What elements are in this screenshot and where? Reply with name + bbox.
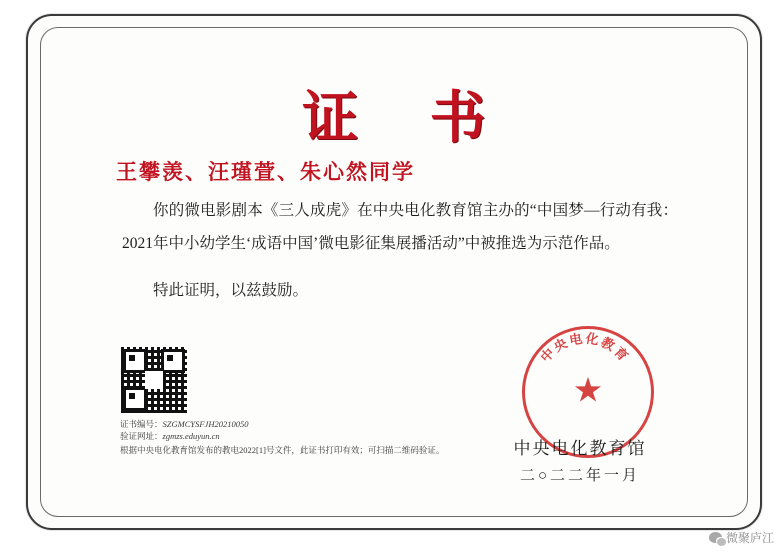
certificate-body: [122, 194, 678, 307]
certificate-number-label: 证书编号：: [120, 419, 163, 429]
qr-finder-top-right: [161, 349, 185, 373]
certificate-metadata: [120, 418, 370, 442]
body-paragraph-1: 你的微电影剧本《三人成虎》在中央电化教育馆主办的“中国梦—行动有我：2021年中小幼学生‘成语中国’微电影征集展播活动”中被推选为示范作品。: [122, 202, 678, 252]
certificate-validity-note: 根据中央电化教育馆发布的教电2022[1]号文件，此证书打印有效；可扫描二维码验证。: [120, 445, 445, 455]
seal-star-icon: ★: [572, 372, 604, 410]
qr-quiet-zone: [147, 373, 161, 387]
qr-finder-top-left: [123, 349, 147, 373]
seal-arc-label: 中央电化教育: [538, 331, 632, 366]
issuer-name: 中央电化教育馆: [513, 439, 647, 459]
verify-url-value[interactable]: zgmzs.eduyun.cn: [162, 431, 220, 441]
certificate-sheet: [26, 14, 762, 530]
verify-url-label: 验证网址：: [120, 431, 163, 441]
certificate-number-row: [120, 418, 370, 430]
watermark-label: 微聚庐江: [725, 531, 774, 545]
qr-finder-bottom-left: [123, 387, 147, 411]
certificate-number-value: SZGMCYSFJH20210050: [162, 419, 249, 429]
body-paragraph-2: 特此证明，以兹鼓励。: [153, 282, 309, 299]
wechat-icon: [709, 532, 722, 543]
issue-date: 二○二二年一月: [519, 468, 641, 484]
recipient-names: 王攀羡、汪瑾萱、朱心然同学: [116, 159, 415, 184]
qr-code-icon[interactable]: [120, 346, 188, 414]
verify-url-row: [120, 430, 370, 442]
watermark: [709, 529, 774, 546]
qr-verification-block: [120, 346, 445, 456]
certificate-title: 证 书: [302, 85, 512, 151]
